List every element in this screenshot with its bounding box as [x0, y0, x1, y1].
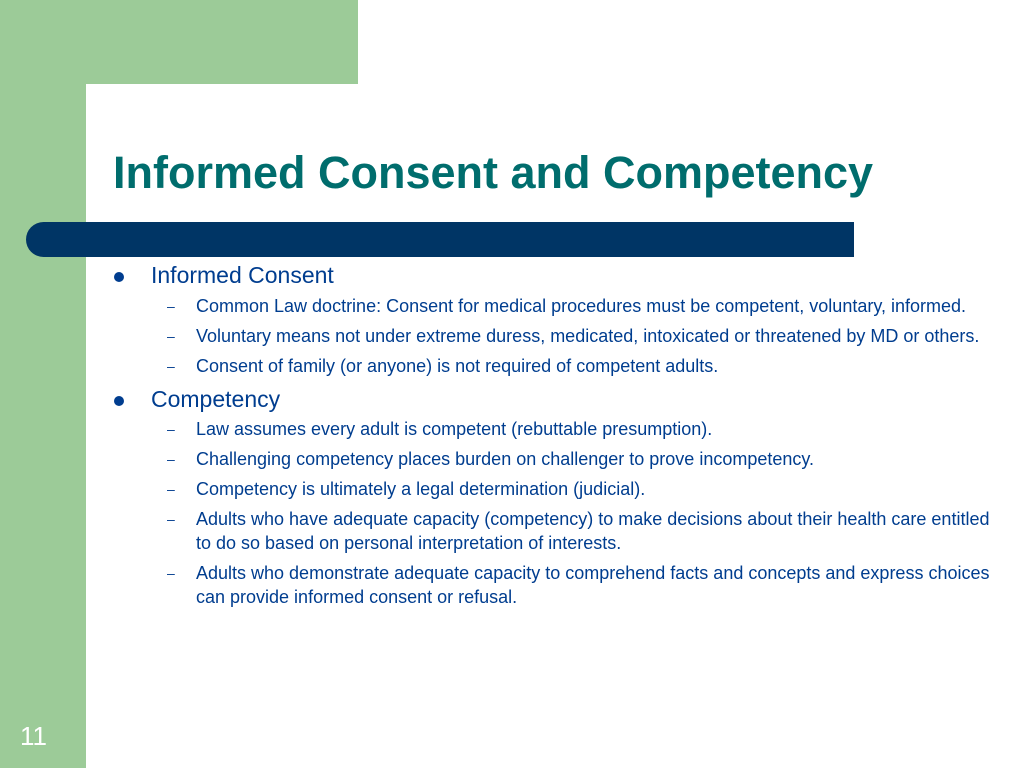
dash-icon: –	[167, 421, 175, 438]
green-sidebar-decoration	[0, 0, 86, 768]
sub-bullet-item	[113, 447, 1003, 471]
green-top-decoration	[0, 0, 358, 84]
bullet-item	[113, 262, 1003, 290]
sub-bullet-text: Common Law doctrine: Consent for medical procedures must be competent, voluntary, informed.	[196, 295, 967, 316]
dash-icon: –	[167, 297, 175, 314]
dash-icon: –	[167, 511, 175, 528]
sub-bullet-item	[113, 507, 1003, 555]
sub-bullet-text: Challenging competency places burden on challenger to prove incompetency.	[196, 449, 815, 470]
bullet-dot-icon	[114, 396, 124, 406]
sub-bullet-item	[113, 477, 1003, 501]
sub-bullet-text: Adults who demonstrate adequate capacity to comprehend facts and concepts and express choices can provide informed consent or refusal.	[196, 563, 990, 608]
sub-bullet-item	[113, 324, 1003, 348]
dash-icon: –	[167, 327, 175, 344]
sub-bullet-item	[113, 354, 1003, 378]
bullet-label: Informed Consent	[151, 262, 334, 288]
dash-icon: –	[167, 357, 175, 374]
sub-bullet-item	[113, 561, 1003, 609]
dash-icon: –	[167, 451, 175, 468]
sub-bullet-item	[113, 294, 1003, 318]
sub-bullet-text: Law assumes every adult is competent (rebuttable presumption).	[196, 419, 713, 440]
dash-icon: –	[167, 481, 175, 498]
slide-content	[113, 262, 1003, 617]
slide-title: Informed Consent and Competency	[113, 147, 874, 198]
sub-bullet-item	[113, 417, 1003, 441]
dash-icon: –	[167, 565, 175, 582]
sub-bullet-list	[113, 417, 1003, 609]
sub-bullet-text: Competency is ultimately a legal determination (judicial).	[196, 479, 646, 500]
title-underline-bar	[26, 222, 854, 257]
page-number: 11	[20, 721, 47, 751]
bullet-item	[113, 386, 1003, 414]
sub-bullet-text: Consent of family (or anyone) is not required of competent adults.	[196, 355, 719, 376]
sub-bullet-text: Adults who have adequate capacity (competency) to make decisions about their health care entitled to do so based on personal interpretation of interests.	[196, 509, 990, 554]
bullet-label: Competency	[151, 385, 281, 412]
bullet-dot-icon	[114, 272, 124, 282]
sub-bullet-list	[113, 294, 1003, 378]
sub-bullet-text: Voluntary means not under extreme duress, medicated, intoxicated or threatened by MD or others.	[196, 325, 980, 346]
